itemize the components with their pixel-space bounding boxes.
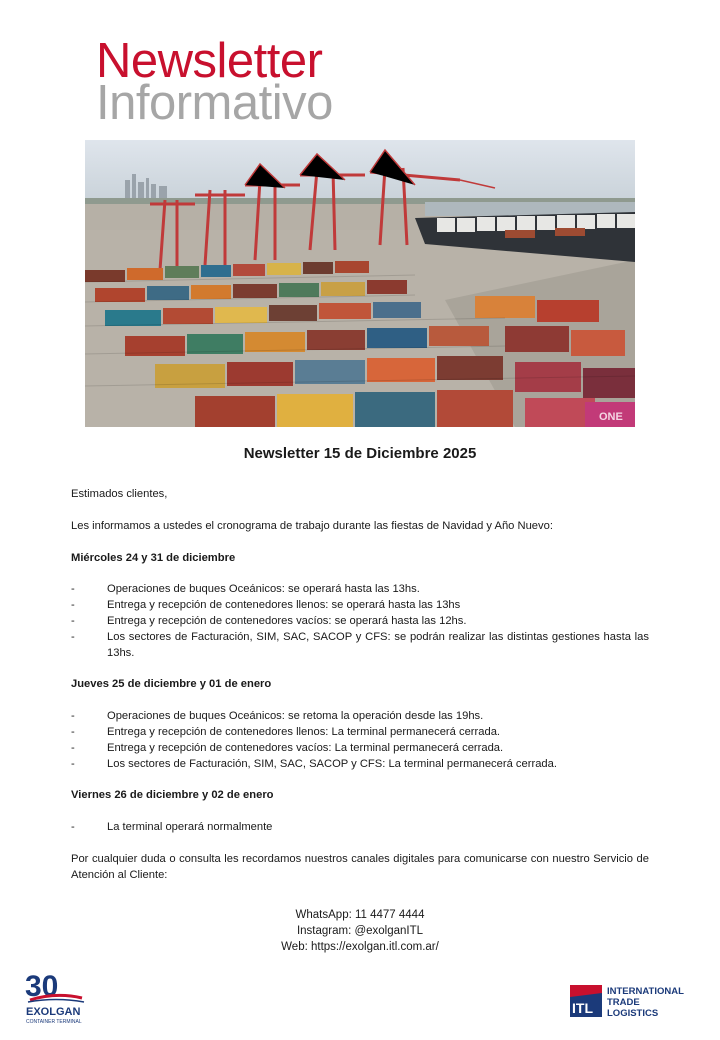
contact-channels [0, 907, 720, 955]
itl-logo [570, 983, 700, 1019]
itl-logo-mark: ITL [572, 1000, 593, 1016]
exolgan-logo-subtitle: CONTAINER TERMINAL [26, 1019, 82, 1025]
section-title: Jueves 25 de diciembre y 01 de enero [71, 678, 272, 691]
list-item: - Entrega y recepción de contenedores vacíos: La terminal permanecerá cerrada. [71, 741, 649, 757]
section-title: Miércoles 24 y 31 de diciembre [71, 551, 236, 564]
list-item: - Entrega y recepción de contenedores llenos: La terminal permanecerá cerrada. [71, 725, 649, 741]
instagram-contact[interactable]: Instagram: @exolganITL [296, 925, 424, 937]
itl-logo-line3: LOGISTICS [607, 1008, 659, 1019]
list-item: - La terminal operará normalmente [71, 820, 649, 836]
schedule-list [71, 709, 649, 772]
svg-text:ONE: ONE [599, 411, 623, 423]
list-item: - Los sectores de Facturación, SIM, SAC, SACOP y CFS: se podrán realizar las distintas gestiones hasta las 13hs. [71, 630, 649, 662]
itl-logo-line2: TRADE [607, 997, 640, 1008]
whatsapp-contact[interactable]: WhatsApp: 11 4477 4444 [295, 909, 425, 921]
exolgan-logo-name: EXOLGAN [26, 1006, 81, 1018]
schedule-list [71, 582, 649, 661]
newsletter-body [71, 487, 649, 884]
intro-text: Les informamos a ustedes el cronograma de trabajo durante las fiestas de Navidad y Año Nuevo: [71, 519, 553, 532]
list-item: - Operaciones de buques Oceánicos: se operará hasta las 13hs. [71, 582, 649, 598]
greeting-text: Estimados clientes, [71, 488, 168, 500]
exolgan-logo-number: 30 [25, 970, 59, 1003]
container-port-photo [85, 140, 635, 427]
list-item: - Entrega y recepción de contenedores llenos: se operará hasta las 13hs [71, 598, 649, 614]
section-title: Viernes 26 de diciembre y 02 de enero [71, 789, 274, 802]
newsletter-title: Newsletter [96, 34, 323, 88]
newsletter-headline: Newsletter 15 de Diciembre 2025 [243, 445, 477, 462]
list-item: - Entrega y recepción de contenedores vacíos: se operará hasta las 12hs. [71, 614, 649, 630]
itl-logo-line1: INTERNATIONAL [607, 986, 684, 997]
list-item: - Operaciones de buques Oceánicos: se retoma la operación desde las 19hs. [71, 709, 649, 725]
exolgan-logo [24, 966, 88, 1026]
schedule-list [71, 820, 649, 836]
informativo-subtitle: Informativo [96, 76, 333, 130]
closing-text: Por cualquier duda o consulta les recordamos nuestros canales digitales para comunicarse con nuestro Servicio de Atención al Cliente: [71, 852, 649, 881]
list-item: - Los sectores de Facturación, SIM, SAC, SACOP y CFS: La terminal permanecerá cerrada. [71, 757, 649, 773]
web-link[interactable]: Web: https://exolgan.itl.com.ar/ [281, 941, 439, 953]
